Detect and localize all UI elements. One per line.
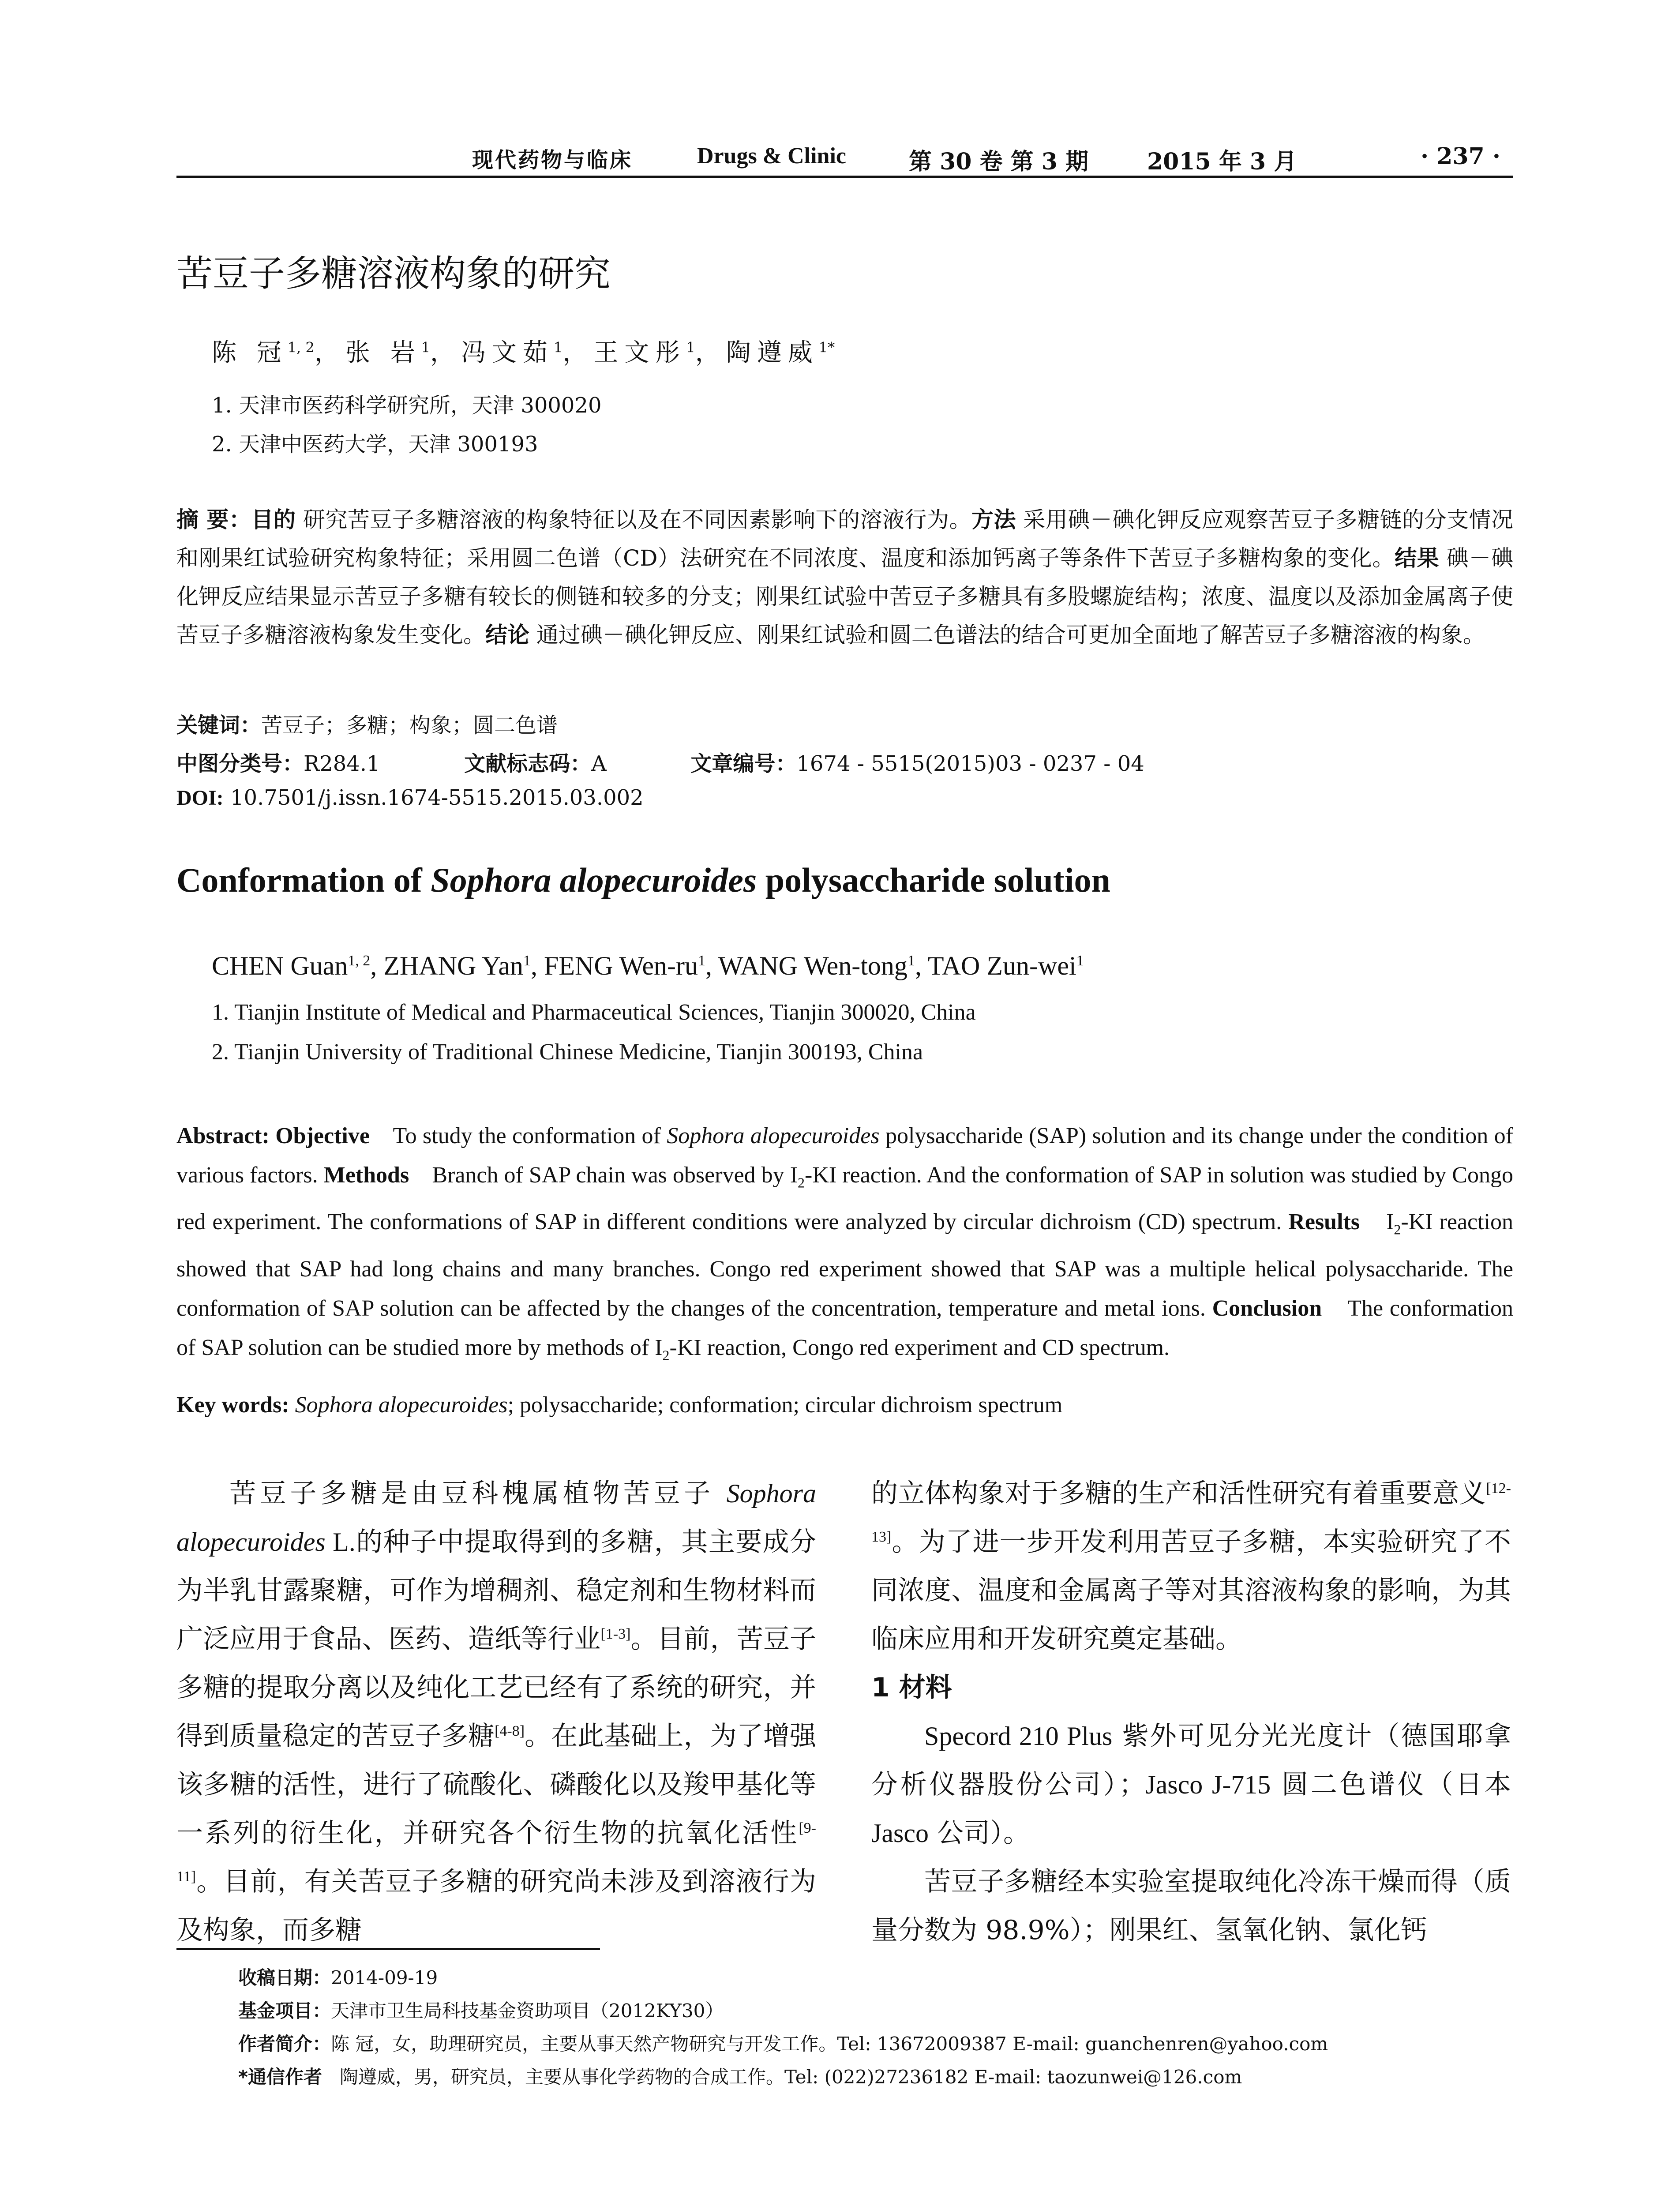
clc-label: 中图分类号：	[176, 751, 304, 776]
footnote-text: 陶遵威，男，研究员，主要从事化学药物的合成工作。Tel: (022)27236182 E-mail: taozunwei@126.com	[340, 2066, 1242, 2088]
affiliation-en-2: 2. Tianjin University of Traditional Chinese Medicine, Tianjin 300193, China	[212, 1039, 923, 1065]
footnote-label: 基金项目：	[238, 2000, 331, 2022]
objective-en-text-2: polysaccharide (SAP) solution and its change under the condition of various factors.	[176, 1123, 1513, 1188]
clc-value: R284.1	[304, 751, 380, 776]
keywords-en	[176, 1392, 1062, 1418]
body-paragraph: 苦豆子多糖经本实验室提取纯化冷冻干燥而得（质量分数为 98.9%）；刚果红、氢氧化钠、氯化钙	[871, 1866, 1511, 1946]
author-name: ZHANG Yan	[383, 951, 523, 980]
abstract-cn	[176, 501, 1513, 654]
abstract-label: 摘 要：	[176, 507, 251, 533]
body-column-left	[176, 1469, 816, 1955]
author-name: 陈 冠	[212, 338, 288, 367]
author-affiliation-mark: 1	[907, 953, 915, 969]
company-name: Jasco	[871, 1819, 929, 1848]
title-en-post: polysaccharide solution	[757, 861, 1110, 899]
subscript: 2	[798, 1174, 805, 1191]
conclusion-en-text: The conformation of SAP solution can be studied more by methods of I	[176, 1295, 1513, 1360]
author-affiliation-mark: 1, 2	[348, 953, 371, 969]
article-number-label: 文章编号：	[690, 751, 797, 776]
issue-date: 2015 年 3 月	[1147, 148, 1297, 175]
body-text: 圆二色谱仪（日本	[1271, 1769, 1511, 1800]
methods-label: 方法	[971, 507, 1016, 533]
objective-en-species: Sophora alopecuroides	[667, 1123, 880, 1148]
keywords-en-rest: ; polysaccharide; conformation; circular dichroism spectrum	[507, 1392, 1063, 1418]
doi-value: 10.7501/j.issn.1674-5515.2015.03.002	[230, 785, 644, 810]
author-name: CHEN Guan	[212, 951, 348, 980]
doc-code-value: A	[591, 751, 607, 776]
body-text: 。在此基础上，为了增强该多糖的活性，进行了硫酸化、磷酸化以及羧甲基化等一系列的衍生化，并研究各个衍生物的抗氧化活性	[176, 1721, 817, 1849]
page-number: · 237 ·	[1421, 143, 1500, 170]
footnote-received	[238, 1963, 438, 1990]
body-column-right	[871, 1469, 1511, 1955]
body-text: 公司）。	[928, 1818, 1030, 1849]
conclusion-en-text-2: -KI reaction, Congo red experiment and CD spectrum.	[669, 1335, 1170, 1360]
footnote-divider	[176, 1948, 600, 1950]
body-text: L.的种子中提取得到的多糖，其主要成分为半乳甘露聚糖，可作为增稠剂、稳定剂和生物材料而广泛应用于食品、医药、造纸等行业	[176, 1527, 816, 1654]
footnote-author	[238, 2030, 1328, 2056]
species-name: Sophora alopecuroides	[176, 1479, 816, 1557]
results-text: 碘－碘化钾反应结果显示苦豆子多糖有较长的侧链和较多的分支；刚果红试验中苦豆子多糖具有多股螺旋结构；浓度、温度以及添加金属离子使苦豆子多糖溶液构象发生变化。	[176, 545, 1513, 648]
keywords-en-species: Sophora alopecuroides	[295, 1392, 508, 1418]
footnote-text: 天津市卫生局科技基金资助项目（2012KY30）	[331, 2000, 724, 2022]
author-name: FENG Wen-ru	[544, 951, 698, 980]
authors-cn: 陈 冠$^{1, 2}$，张 岩$^1$，冯文茹$^1$，王文彤$^1$，陶遵威$^{1*}$	[212, 338, 835, 367]
keywords-label: 关键词：	[176, 713, 262, 738]
citation: [12-13]	[871, 1480, 1511, 1545]
affiliation-cn-2: 2. 天津中医药大学，天津 300193	[212, 432, 538, 457]
footnote-label: 收稿日期：	[238, 1967, 331, 1988]
journal-name-cn: 现代药物与临床	[472, 148, 633, 173]
author-affiliation-mark: 1*	[818, 339, 835, 356]
section-heading: 1 材料	[871, 1672, 952, 1703]
author-name: 王文彤	[593, 338, 686, 367]
results-label: 结果	[1395, 545, 1440, 571]
keywords-en-label: Key words:	[176, 1392, 289, 1418]
classification-line	[176, 747, 1144, 777]
doc-code-label: 文献标志码：	[464, 751, 592, 776]
author-name: WANG Wen-tong	[718, 951, 908, 980]
instrument-name: Specord 210 Plus	[924, 1722, 1113, 1751]
author-affiliation-mark: 1	[1076, 953, 1084, 969]
authors-en: CHEN Guan$^{1, 2}$, ZHANG Yan$^1$, FENG Wen-$ru^1$, WANG Wen-tong$^1$, TAO Zun-wei$^1$	[212, 951, 1084, 980]
conclusion-text: 通过碘－碘化钾反应、刚果红试验和圆二色谱法的结合可更加全面地了解苦豆子多糖溶液的构象。	[536, 622, 1485, 648]
footnote-text: 2014-09-19	[331, 1967, 438, 1988]
results-en-text-2: -KI reaction showed that SAP had long chains and many branches. Congo red experiment showed that SAP was a multiple helical polysaccharide. The conformation of SAP solution can be affected by the changes of the concentration, temperature and metal ions.	[176, 1209, 1514, 1321]
footnote-text: 陈 冠，女，助理研究员，主要从事天然产物研究与开发工作。Tel: 13672009387 E-mail: guanchenren@yahoo.com	[331, 2033, 1328, 2055]
citation: [9-11]	[176, 1820, 816, 1885]
body-paragraph	[871, 1712, 1511, 1857]
author-name: 张 岩	[345, 338, 421, 367]
doi-label: DOI:	[176, 786, 224, 810]
author-name: 陶遵威	[726, 338, 819, 367]
methods-en-label: Methods	[323, 1163, 409, 1188]
author-affiliation-mark: 1	[421, 339, 431, 356]
body-text: 苦豆子多糖是由豆科槐属植物苦豆子	[229, 1478, 727, 1509]
body-paragraph	[176, 1469, 816, 1955]
footnote-label: 作者简介：	[238, 2033, 331, 2055]
methods-en-text-2: -KI reaction. And the conformation of SAP in solution was studied by Congo red experiment. The conformations of SAP in different conditions were analyzed by circular dichroism (CD) spectrum.	[176, 1163, 1513, 1235]
objective-text: 研究苦豆子多糖溶液的构象特征以及在不同因素影响下的溶液行为。	[303, 507, 971, 533]
running-header	[176, 140, 1513, 178]
author-affiliation-mark: 1	[554, 339, 563, 356]
journal-name-en: Drugs & Clinic	[697, 143, 846, 169]
keywords-value: 苦豆子；多糖；构象；圆二色谱	[261, 713, 558, 738]
affiliation-cn-1: 1. 天津市医药科学研究所，天津 300020	[212, 393, 602, 418]
methods-en-text: Branch of SAP chain was observed by I	[432, 1163, 798, 1188]
objective-en-text: To study the conformation of	[393, 1123, 667, 1148]
keywords-cn	[176, 708, 558, 739]
methods-text: 采用碘－碘化钾反应观察苦豆子多糖链的分支情况和刚果红试验研究构象特征；采用圆二色谱（CD）法研究在不同浓度、温度和添加钙离子等条件下苦豆子多糖构象的变化。	[176, 507, 1514, 571]
title-en-pre: Conformation of	[176, 861, 431, 899]
abstract-en-label: Abstract: Objective	[176, 1123, 370, 1148]
affiliation-en-1: 1. Tianjin Institute of Medical and Pharmaceutical Sciences, Tianjin 300020, China	[212, 1000, 976, 1025]
body-text: 。为了进一步开发利用苦豆子多糖，本实验研究了不同浓度、温度和金属离子等对其溶液构象的影响，为其临床应用和开发研究奠定基础。	[871, 1527, 1511, 1654]
results-en-text: I	[1386, 1209, 1394, 1235]
subscript: 2	[662, 1347, 670, 1363]
author-affiliation-mark: 1	[698, 953, 706, 969]
title-cn: 苦豆子多糖溶液构象的研究	[176, 253, 611, 295]
author-affiliation-mark: 1, 2	[287, 339, 315, 356]
author-affiliation-mark: 1	[523, 953, 531, 969]
footnote-fund	[238, 1996, 724, 2023]
conclusion-en-label: Conclusion	[1212, 1295, 1322, 1321]
article-number-value: 1674 - 5515(2015)03 - 0237 - 04	[796, 751, 1144, 776]
footnote-corresponding	[238, 2063, 1242, 2089]
author-name: TAO Zun-wei	[927, 951, 1076, 980]
abstract-en	[176, 1116, 1513, 1375]
author-affiliation-mark: 1	[686, 339, 695, 356]
title-en	[176, 860, 1110, 900]
results-en-label: Results	[1288, 1209, 1360, 1235]
citation: [4-8]	[495, 1723, 525, 1739]
body-text: 。目前，有关苦豆子多糖的研究尚未涉及到溶液行为及构象，而多糖	[176, 1866, 816, 1946]
title-en-species: Sophora alopecuroides	[431, 861, 757, 899]
objective-label: 目的	[251, 507, 296, 533]
author-name: 冯文茹	[461, 338, 554, 367]
volume-issue: 第 30 卷 第 3 期	[909, 148, 1089, 175]
body-text: 的立体构象对于多糖的生产和活性研究有着重要意义	[871, 1478, 1486, 1509]
doi-line	[176, 785, 644, 810]
subscript: 2	[1394, 1221, 1401, 1238]
body-paragraph	[871, 1469, 1511, 1663]
body-text: 。目前，苦豆子多糖的提取分离以及纯化工艺已经有了系统的研究，并得到质量稳定的苦豆子多糖	[176, 1624, 817, 1752]
footnote-label: *通信作者	[238, 2066, 322, 2088]
instrument-name: Jasco J-715	[1145, 1770, 1271, 1799]
citation: [1-3]	[600, 1626, 631, 1642]
body-text: 紫外可见分光光度计（德国耶拿分析仪器股份公司）；	[871, 1721, 1511, 1800]
conclusion-label: 结论	[485, 622, 529, 648]
